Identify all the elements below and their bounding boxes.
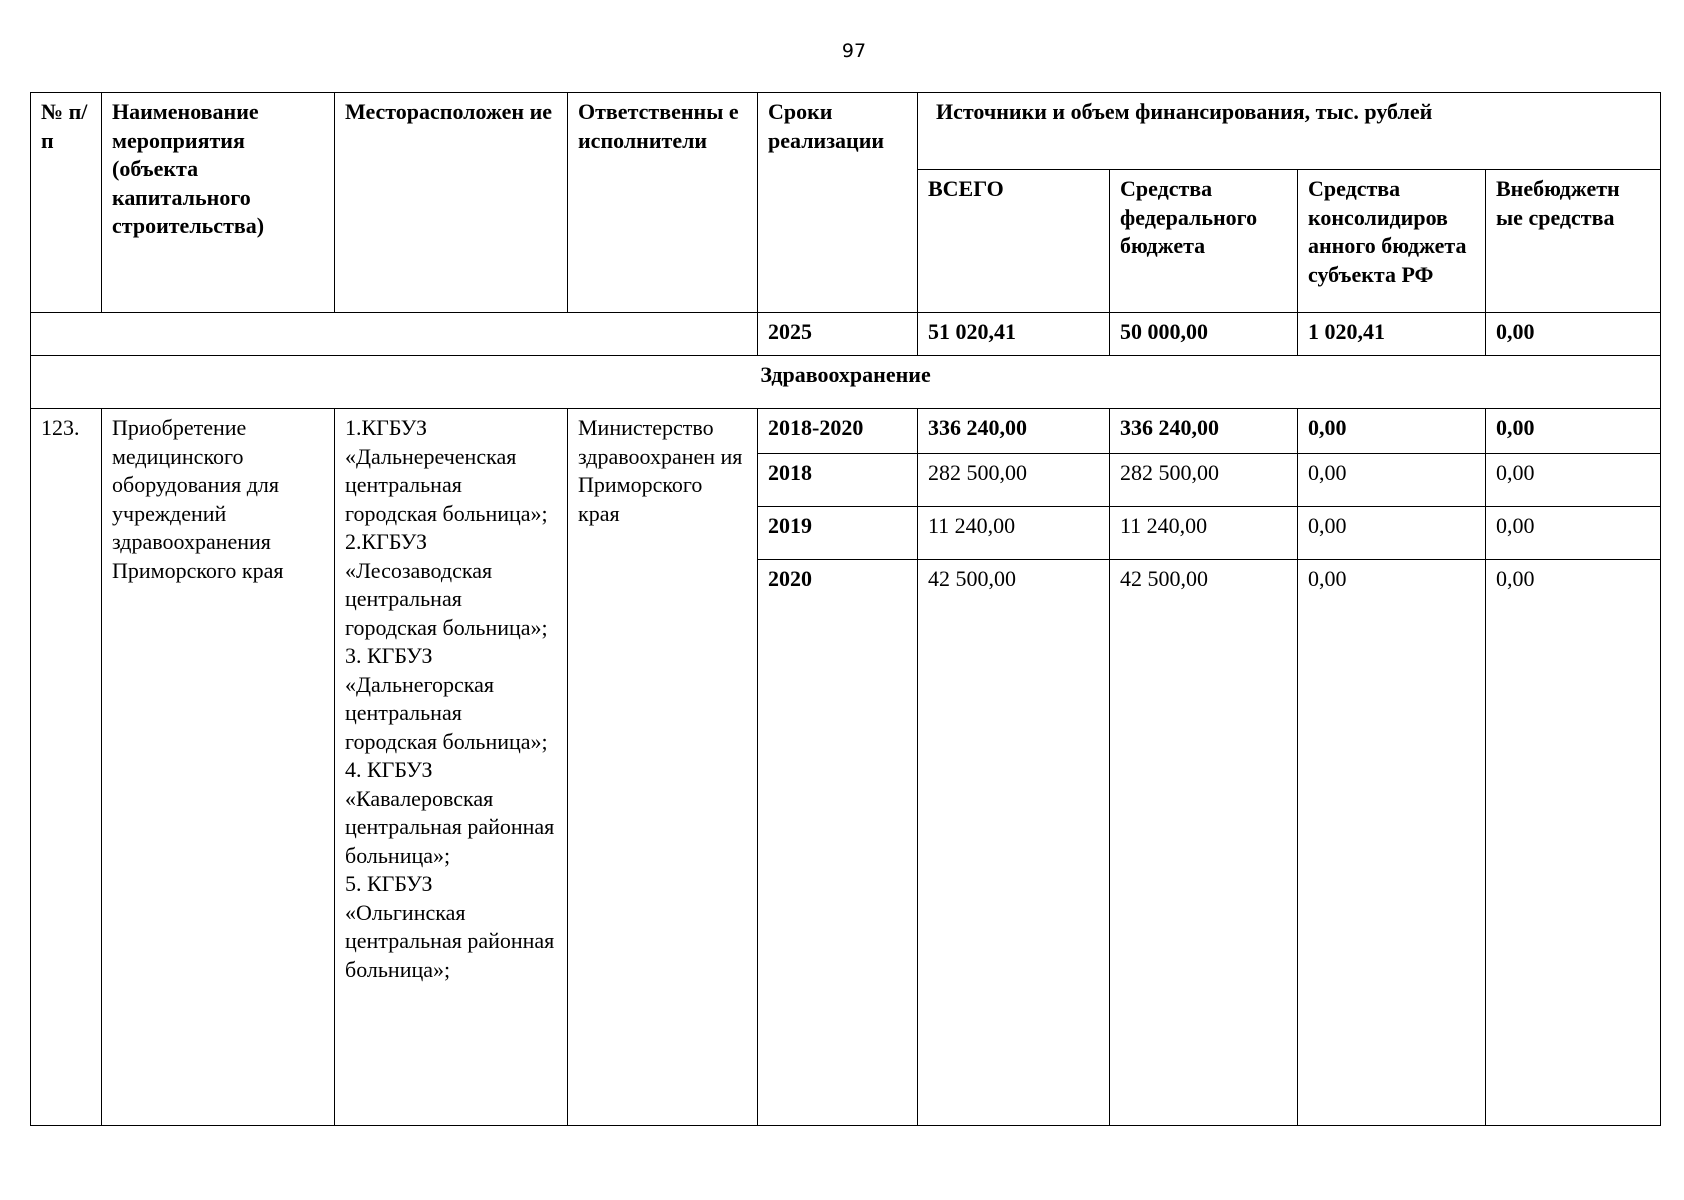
- row-consolidated: 0,00: [1298, 409, 1486, 454]
- page-number: 97: [841, 40, 867, 62]
- row-offbudget: 0,00: [1486, 454, 1661, 507]
- row-federal: 282 500,00: [1110, 454, 1298, 507]
- item-num: 123.: [31, 409, 102, 1126]
- row-total: 11 240,00: [918, 507, 1110, 560]
- header-terms: Сроки реализации: [758, 93, 918, 313]
- summary-blank: [31, 313, 758, 356]
- summary-total: 51 020,41: [918, 313, 1110, 356]
- header-name: Наименование мероприятия (объекта капитального строительства): [102, 93, 335, 313]
- row-consolidated: 0,00: [1298, 560, 1486, 1126]
- row-offbudget: 0,00: [1486, 560, 1661, 1126]
- summary-year: 2025: [758, 313, 918, 356]
- row-total: 42 500,00: [918, 560, 1110, 1126]
- row-year: 2018: [758, 454, 918, 507]
- header-federal: Средства федерального бюджета: [1110, 170, 1298, 313]
- row-offbudget: 0,00: [1486, 507, 1661, 560]
- summary-offbudget: 0,00: [1486, 313, 1661, 356]
- item-responsible: Министерство здравоохранен ия Приморского края: [568, 409, 758, 1126]
- row-federal: 11 240,00: [1110, 507, 1298, 560]
- financing-table: [30, 92, 1661, 1126]
- row-federal: 336 240,00: [1110, 409, 1298, 454]
- row-consolidated: 0,00: [1298, 454, 1486, 507]
- row-total: 282 500,00: [918, 454, 1110, 507]
- header-row-1: [31, 93, 1661, 170]
- header-total: ВСЕГО: [918, 170, 1110, 313]
- header-location: Месторасположен ие: [335, 93, 568, 313]
- section-title: Здравоохранение: [31, 356, 1661, 409]
- row-year: 2019: [758, 507, 918, 560]
- row-year: 2020: [758, 560, 918, 1126]
- row-year: 2018-2020: [758, 409, 918, 454]
- header-offbudget: Внебюджетн ые средства: [1486, 170, 1661, 313]
- item-row-range: [31, 409, 1661, 454]
- header-responsible: Ответственны е исполнители: [568, 93, 758, 313]
- section-row: [31, 356, 1661, 409]
- summary-row: [31, 313, 1661, 356]
- header-funding: Источники и объем финансирования, тыс. рублей: [918, 93, 1661, 170]
- row-consolidated: 0,00: [1298, 507, 1486, 560]
- item-location: 1.КГБУЗ «Дальнереченская центральная городская больница»; 2.КГБУЗ «Лесозаводская центральная городская больница»; 3. КГБУЗ «Дальнегорская центральная городская больница»; 4. КГБУЗ «Кавалеровская центральная районная больница»; 5. КГБУЗ «Ольгинская центральная районная больница»;: [335, 409, 568, 1126]
- summary-federal: 50 000,00: [1110, 313, 1298, 356]
- row-total: 336 240,00: [918, 409, 1110, 454]
- header-num: № п/п: [31, 93, 102, 313]
- row-offbudget: 0,00: [1486, 409, 1661, 454]
- item-name: Приобретение медицинского оборудования для учреждений здравоохранения Приморского края: [102, 409, 335, 1126]
- row-federal: 42 500,00: [1110, 560, 1298, 1126]
- header-consolidated: Средства консолидиров анного бюджета субъекта РФ: [1298, 170, 1486, 313]
- summary-consolidated: 1 020,41: [1298, 313, 1486, 356]
